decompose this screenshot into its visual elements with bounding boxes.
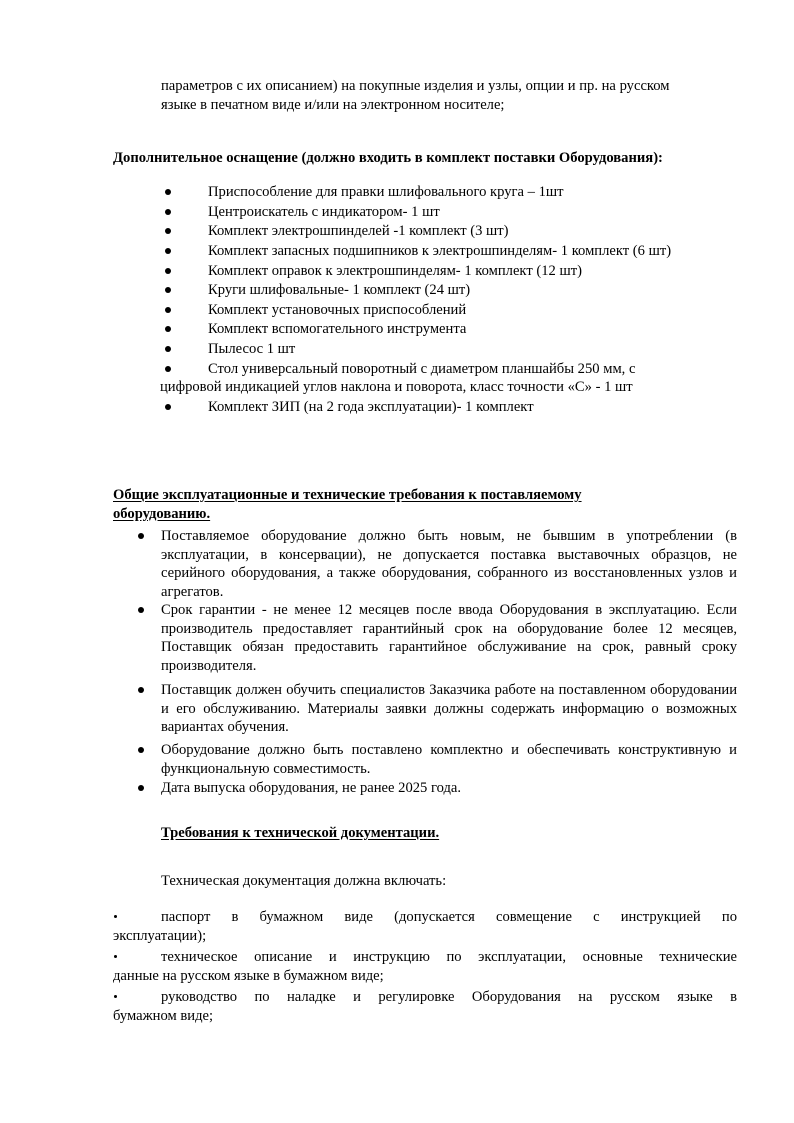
- bullet-icon: [165, 326, 171, 332]
- equipment-item-text-continuation: цифровой индикацией углов наклона и поворота, класс точности «С» - 1 шт: [160, 379, 633, 395]
- bullet-icon: [165, 189, 171, 195]
- equipment-heading: Дополнительное оснащение (должно входить в комплект поставки Оборудования):: [113, 150, 663, 166]
- techdoc-item-text: паспорт в бумажном виде (допускается совмещение с инструкцией по: [161, 909, 737, 925]
- bullet-icon: [138, 747, 144, 753]
- general-heading-line-2: оборудованию.: [113, 506, 211, 522]
- equipment-item-text: Стол универсальный поворотный с диаметром планшайбы 250 мм, с: [208, 361, 636, 377]
- equipment-item-text: Приспособление для правки шлифовального круга – 1шт: [208, 184, 564, 200]
- equipment-item-text: Комплект ЗИП (на 2 года эксплуатации)- 1 комплект: [208, 399, 534, 415]
- bullet-icon: [165, 366, 171, 372]
- bullet-icon: [165, 209, 171, 215]
- equipment-item-text: Комплект электрошпинделей -1 комплект (3 шт): [208, 223, 509, 239]
- techdoc-item-text-continuation: данные на русском языке в бумажном виде;: [113, 968, 384, 984]
- bullet-icon: [165, 404, 171, 410]
- bullet-icon: [165, 248, 171, 254]
- bullet-icon: [138, 533, 144, 539]
- bullet-icon: [114, 995, 117, 998]
- bullet-icon: [138, 607, 144, 613]
- intro-line-1: параметров с их описанием) на покупные изделия и узлы, опции и пр. на русском: [161, 78, 670, 94]
- bullet-icon: [138, 785, 144, 791]
- bullet-icon: [165, 346, 171, 352]
- equipment-item-text: Центроискатель с индикатором- 1 шт: [208, 204, 440, 220]
- bullet-icon: [138, 687, 144, 693]
- equipment-item-text: Комплект установочных приспособлений: [208, 302, 467, 318]
- equipment-item-text: Пылесос 1 шт: [208, 341, 296, 357]
- techdoc-item-text: техническое описание и инструкцию по эксплуатации, основные технические: [161, 949, 737, 965]
- bullet-icon: [114, 915, 117, 918]
- equipment-item-text: Комплект вспомогательного инструмента: [208, 321, 467, 337]
- bullet-icon: [114, 955, 117, 958]
- bullet-icon: [165, 307, 171, 313]
- equipment-item-text: Круги шлифовальные- 1 комплект (24 шт): [208, 282, 471, 298]
- general-item-text: Поставщик должен обучить специалистов Заказчика работе на поставленном оборудовании и его обслуживанию. Материалы заявки должны содержать информацию о возможных вариантах обучения.: [161, 682, 737, 736]
- techdoc-intro: Техническая документация должна включать:: [161, 873, 447, 889]
- bullet-icon: [165, 287, 171, 293]
- techdoc-item-text-continuation: бумажном виде;: [113, 1008, 214, 1024]
- intro-line-2: языке в печатном виде и/или на электронном носителе;: [161, 97, 505, 113]
- general-item-text: Оборудование должно быть поставлено комплектно и обеспечивать конструктивную и функциональную совместимость.: [161, 742, 737, 777]
- general-heading-line-1: Общие эксплуатационные и технические требования к поставляемому: [113, 487, 582, 503]
- techdoc-item-text-continuation: эксплуатации);: [113, 928, 207, 944]
- general-item-text: Срок гарантии - не менее 12 месяцев после ввода Оборудования в эксплуатацию. Если производитель предоставляет гарантийный срок на оборудование более 12 месяцев, Поставщик обязан предоставить гарантийное обслуживание на срок, равный сроку производителя.: [161, 602, 737, 674]
- bullet-icon: [165, 268, 171, 274]
- general-item-text: Поставляемое оборудование должно быть новым, не бывшим в употреблении (в эксплуатации, в консервации), не допускается поставка выставочных образцов, не серийного оборудования, а также оборудования, собранного из восстановленных узлов и агрегатов.: [161, 528, 737, 600]
- bullet-icon: [165, 228, 171, 234]
- general-item-text: Дата выпуска оборудования, не ранее 2025 года.: [161, 780, 462, 796]
- equipment-item-text: Комплект оправок к электрошпинделям- 1 комплект (12 шт): [208, 263, 582, 279]
- equipment-item-text: Комплект запасных подшипников к электрошпинделям- 1 комплект (6 шт): [208, 243, 672, 259]
- techdoc-heading: Требования к технической документации.: [161, 825, 440, 841]
- techdoc-item-text: руководство по наладке и регулировке Оборудования на русском языке в: [161, 989, 737, 1005]
